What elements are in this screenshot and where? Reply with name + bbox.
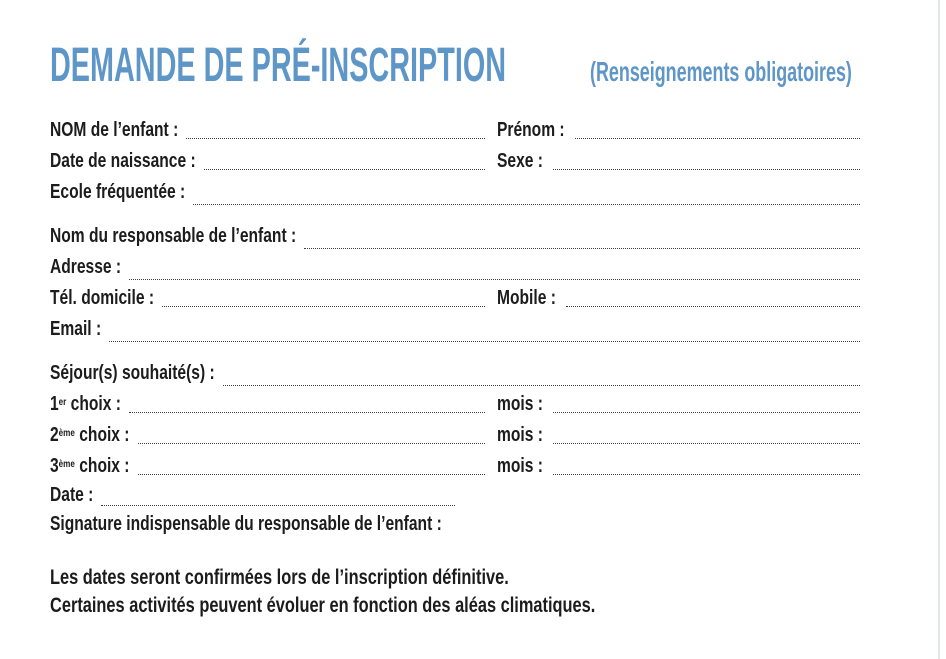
- field-mois-1: [497, 393, 860, 416]
- row-ecole: [50, 177, 860, 208]
- ecole-label: Ecole fréquentée :: [50, 181, 186, 203]
- tel-domicile-blank-line: [162, 306, 485, 307]
- field-tel-domicile: [50, 287, 485, 310]
- mois-2-label: mois :: [497, 424, 543, 446]
- section-child: [50, 115, 860, 208]
- sexe-label: Sexe :: [497, 150, 543, 172]
- field-nom-enfant: [50, 119, 485, 142]
- tel-domicile-label: Tél. domicile :: [50, 287, 155, 309]
- row-date: [50, 482, 455, 509]
- footer-note-1: Les dates seront confirmées lors de l’inscription définitive.: [50, 566, 509, 589]
- nom-enfant-label: NOM de l’enfant :: [50, 119, 179, 141]
- field-mobile: [497, 287, 860, 310]
- choix-1-label: 1er choix :: [50, 393, 121, 415]
- choix-3-blank-line: [138, 474, 486, 475]
- responsable-label: Nom du responsable de l’enfant :: [50, 225, 297, 247]
- section-sejours: [50, 358, 860, 482]
- mois-3-label: mois :: [497, 455, 543, 477]
- field-sexe: [497, 150, 860, 173]
- mois-3-blank-line: [553, 474, 860, 475]
- date-naissance-label: Date de naissance :: [50, 150, 196, 172]
- row-nom-prenom: [50, 115, 860, 146]
- field-mois-3: [497, 455, 860, 478]
- footer-notes: [50, 564, 860, 620]
- row-sejours: [50, 358, 860, 389]
- email-label: Email :: [50, 318, 102, 340]
- mobile-blank-line: [566, 306, 860, 307]
- row-choix-2: [50, 420, 860, 451]
- row-responsable: [50, 221, 860, 252]
- ecole-blank-line: [193, 204, 860, 205]
- mois-1-blank-line: [553, 412, 860, 413]
- email-blank-line: [109, 341, 860, 342]
- row-email: [50, 314, 860, 345]
- mois-1-label: mois :: [497, 393, 543, 415]
- row-tel-mobile: [50, 283, 860, 314]
- form-body: [50, 115, 860, 620]
- page-subtitle: (Renseignements obligatoires): [590, 56, 852, 87]
- adresse-blank-line: [129, 279, 860, 280]
- prenom-blank-line: [575, 138, 860, 139]
- sexe-blank-line: [553, 169, 860, 170]
- section-signature: [50, 482, 860, 540]
- choix-3-label: 3ème choix :: [50, 455, 130, 477]
- signature-label: Signature indispensable du responsable de l’enfant :: [50, 513, 442, 535]
- mobile-label: Mobile :: [497, 287, 556, 309]
- field-date-naissance: [50, 150, 485, 173]
- mois-2-blank-line: [553, 443, 860, 444]
- footer-note-2: Certaines activités peuvent évoluer en fonction des aléas climatiques.: [50, 594, 596, 617]
- choix-2-label: 2ème choix :: [50, 424, 130, 446]
- adresse-label: Adresse :: [50, 256, 122, 278]
- field-mois-2: [497, 424, 860, 447]
- choix-1-blank-line: [129, 412, 485, 413]
- date-label: Date :: [50, 484, 94, 506]
- sejours-label: Séjour(s) souhaité(s) :: [50, 362, 215, 384]
- row-choix-3: [50, 451, 860, 482]
- responsable-blank-line: [304, 248, 860, 249]
- nom-enfant-blank-line: [186, 138, 485, 139]
- choix-2-blank-line: [138, 443, 486, 444]
- page-edge-line: [938, 0, 940, 659]
- page-title: DEMANDE DE PRÉ-INSCRIPTION: [50, 39, 507, 92]
- row-adresse: [50, 252, 860, 283]
- field-choix-1: [50, 393, 485, 416]
- row-choix-1: [50, 389, 860, 420]
- sejours-blank-line: [223, 385, 860, 386]
- field-prenom: [497, 119, 860, 142]
- row-naissance-sexe: [50, 146, 860, 177]
- row-signature: [50, 509, 860, 540]
- prenom-label: Prénom :: [497, 119, 565, 141]
- section-responsable: [50, 221, 860, 345]
- date-blank-line: [101, 505, 455, 506]
- date-naissance-blank-line: [204, 169, 485, 170]
- field-choix-2: [50, 424, 485, 447]
- field-choix-3: [50, 455, 485, 478]
